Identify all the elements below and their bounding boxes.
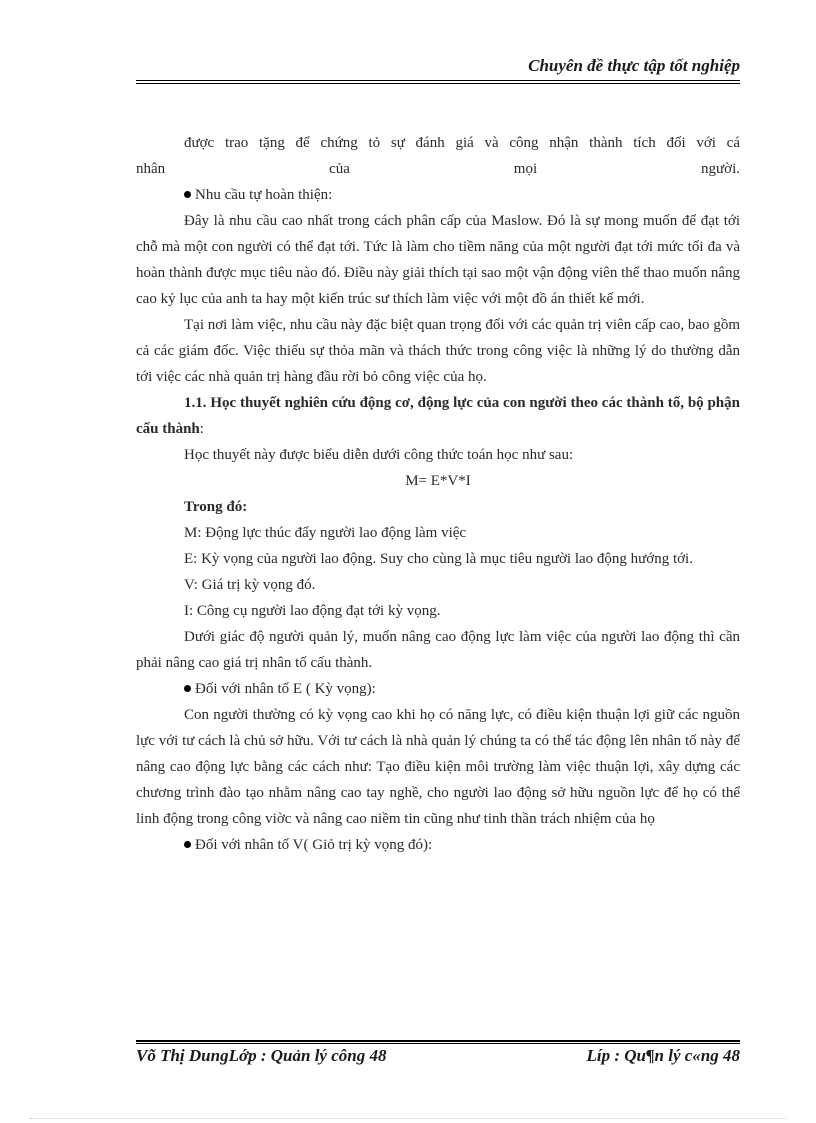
where-label: Trong đó: bbox=[184, 499, 248, 515]
definition-m: M: Động lực thúc đẩy người lao động làm việc bbox=[184, 525, 467, 541]
paragraph-formula-intro: Học thuyết này được biểu diễn dưới công thức toán học như sau: bbox=[184, 447, 574, 463]
footer-rule-top bbox=[136, 1040, 740, 1042]
paragraph-1-line-1: được trao tặng để chứng tỏ sự đánh giá và công nhận thành tích đối với cá bbox=[184, 135, 740, 151]
document-body bbox=[136, 130, 740, 858]
paragraph-maslow: Đây là nhu cầu cao nhất trong cách phân cấp của Maslow. Đó là sự mong muốn để đạt tới chỗ mà một con người có thể đạt tới. Tức là làm cho tiềm năng của một người đạt tới mức tối đa và hoàn thành được mục tiêu nào đó. Điều này giải thích tại sao một vận động viên thể thao muốn nâng cao kỷ lục của anh ta hay một kiến trúc sư thích làm việc với một đồ án thiết kế mới. bbox=[136, 213, 740, 307]
word: người. bbox=[701, 161, 740, 177]
word: mọi bbox=[513, 161, 538, 177]
section-heading bbox=[136, 390, 740, 442]
paragraph-manager-view: Dưới giác độ người quản lý, muốn nâng cao động lực làm việc của người lao động thì cần phải nâng cao giá trị nhân tố cấu thành. bbox=[136, 629, 740, 671]
word: nhân bbox=[136, 161, 166, 177]
page-header: Chuyên đề thực tập tốt nghiệp bbox=[528, 56, 740, 75]
paragraph-factor-e: Con người thường có kỳ vọng cao khi họ có năng lực, có điều kiện thuận lợi giữ các nguồn lực với tư cách là chủ sở hữu. Với tư cách là nhà quản lý chúng ta có thể tác động lên nhân tố này để nâng cao động lực bằng các cách như: Tạo điều kiện môi trường làm việc thuận lợi, xây dựng các chương trình đào tạo nhằm nâng cao tay nghề, cho người lao động sở hữu nguồn lực để họ có thể linh động trong công viờc và nâng cao niềm tin cũng như tinh thần trách nhiệm của họ bbox=[136, 707, 740, 827]
paragraph-workplace: Tại nơi làm việc, nhu cầu này đặc biệt quan trọng đối với các quản trị viên cấp cao, bao gồm cả các giám đốc. Việc thiếu sự thỏa mãn và thách thức trong công việc là những lý do thường dẫn tới việc các nhà quản trị hàng đầu rời bỏ công việc của họ. bbox=[136, 317, 740, 385]
bullet-factor-v bbox=[136, 832, 740, 858]
heading-text: 1.1. Học thuyết nghiên cứu động cơ, động lực của con người theo các thành tố, bộ phận cấu thành bbox=[136, 395, 740, 437]
page-footer bbox=[136, 1046, 740, 1068]
bullet-icon bbox=[184, 191, 191, 198]
bullet-text: Nhu cầu tự hoàn thiện: bbox=[195, 187, 333, 203]
bullet-icon bbox=[184, 685, 191, 692]
bullet-text: Đối với nhân tố V( Giỏ trị kỳ vọng đó): bbox=[195, 837, 433, 853]
bullet-icon bbox=[184, 841, 191, 848]
definition-i: I: Công cụ người lao động đạt tới kỳ vọng. bbox=[184, 603, 441, 619]
paragraph-1-line-2 bbox=[136, 156, 740, 182]
footer-author: Võ Thị DungLớp : Quản lý công 48 bbox=[136, 1046, 387, 1065]
page-edge-divider bbox=[30, 1118, 786, 1119]
definition-v: V: Giá trị kỳ vọng đó. bbox=[184, 577, 316, 593]
formula: M= E*V*I bbox=[405, 473, 471, 489]
footer-class: Líp : Qu¶n lý c«ng 48 bbox=[586, 1046, 740, 1065]
word: của bbox=[329, 161, 350, 177]
definition-e: E: Kỳ vọng của người lao động. Suy cho cùng là mục tiêu người lao động hướng tới. bbox=[184, 551, 693, 567]
bullet-text: Đối với nhân tố E ( Kỳ vọng): bbox=[195, 681, 376, 697]
header-rule-top bbox=[136, 80, 740, 81]
header-rule-bottom bbox=[136, 83, 740, 84]
heading-tail: : bbox=[199, 421, 204, 437]
bullet-factor-e bbox=[136, 676, 740, 702]
footer-rule-bottom bbox=[136, 1043, 740, 1044]
bullet-self-actualization bbox=[136, 182, 740, 208]
